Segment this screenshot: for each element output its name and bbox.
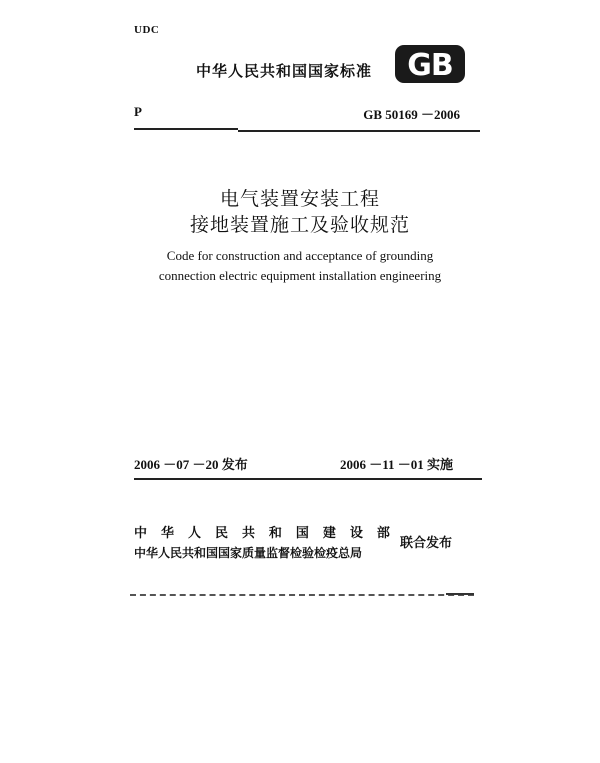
header-rule-left [134, 128, 238, 130]
title-block [0, 186, 600, 286]
title-cn-line1: 电气装置安装工程 [219, 188, 380, 210]
udc-label: UDC [134, 24, 160, 36]
issuer-char: 部 [376, 526, 390, 541]
national-standard-heading: 中华人民共和国国家标准 [196, 62, 373, 80]
issuer-char: 民 [214, 526, 228, 541]
issuer-char: 华 [160, 526, 174, 541]
footer-rule-end [446, 593, 474, 595]
gb-logo [394, 44, 466, 84]
issuer-char: 中 [134, 526, 148, 541]
implementation-date: 2006 －11 －01 实施 [340, 457, 454, 472]
issue-date: 2006 －07 －20 发布 [134, 457, 248, 472]
title-cn-line2: 接地装置施工及验收规范 [189, 214, 410, 236]
category-code: P [134, 104, 142, 119]
gb-logo-text: GB [407, 48, 453, 83]
standard-number: GB 50169 －2006 [363, 107, 460, 122]
issuer-aqsiq: 中华人民共和国国家质量监督检验检疫总局 [134, 546, 363, 560]
joint-issue-label: 联合发布 [400, 536, 453, 551]
issuer-char: 国 [295, 526, 309, 541]
header-rule [238, 130, 480, 132]
title-en-line2: connection electric equipment installation engineering [158, 268, 442, 283]
title-en-line1: Code for construction and acceptance of grounding [166, 248, 434, 263]
issuer-char: 共 [241, 526, 255, 541]
gb-logo-graphic [394, 44, 466, 84]
issuer-char: 设 [349, 526, 363, 541]
footer-rule [130, 594, 474, 596]
issuer-char: 人 [187, 526, 201, 541]
date-rule [134, 478, 482, 480]
issuer-ministry [134, 522, 390, 541]
issuer-char: 和 [268, 526, 282, 541]
issuer-char: 建 [322, 526, 336, 541]
